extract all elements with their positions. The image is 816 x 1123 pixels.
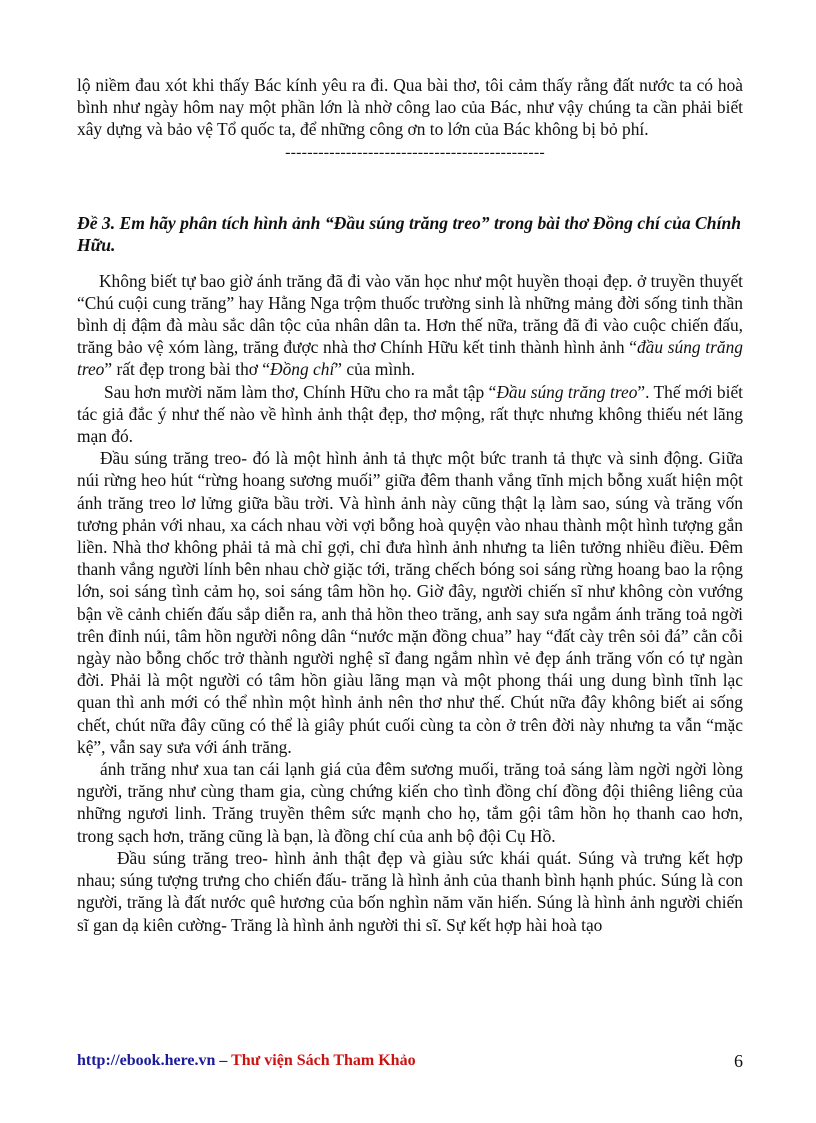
p1-text-a: Không biết tự bao giờ ánh trăng đã đi vào văn học như một huyền thoại đẹp. ở truyền thuyết “Chú cuội cung trăng” hay Hằng Nga trộm thuốc trường sinh là những mảng đời sống tinh thần bình dị đậm đà màu sắc dân tộc của nhân dân ta. Hơn thế nữa, trăng đã đi vào cuộc chiến đấu, trăng bảo vệ xóm làng, trăng được nhà thơ Chính Hữu kết tinh thành hình ảnh “ [77,270,743,358]
body-paragraph-5: Đầu súng trăng treo- hình ảnh thật đẹp và giàu sức khái quát. Súng và trưng kết hợp nhau; súng tượng trưng cho chiến đấu- trăng là hình ảnh của thanh bình hạnh phúc. Súng là con người, trăng là đất nước quê hương của bốn nghìn năm văn hiến. Súng là hình ảnh người chiến sĩ gan dạ kiên cường- Trăng là hình ảnh người thi sĩ. Sự kết hợp hài hoà tạo [77,847,743,935]
p1-emphasis-1: đầu súng trăng treo [77,337,743,380]
page-footer [77,1051,743,1071]
p2-text-b: ”. Thế mới biết tác giả đắc ý như thế nào về hình ảnh thật đẹp, thơ mộng, rất thực nhưng không thiếu nét lãng mạn đó. [77,381,743,447]
body-paragraph-3: Đầu súng trăng treo- đó là một hình ảnh tả thực một bức tranh tả thực và sinh động. Giữa núi rừng heo hút “rừng hoang sương muối” giữa đêm thanh vắng tĩnh mịch bỗng xuất hiện một ánh trăng treo lơ lửng giữa bầu trời. Và hình ảnh này cũng thật lạ làm sao, súng và trăng vốn tương phản với nhau, xa cách nhau vời vợi bỗng hoà quyện vào nhau thành một hình tượng gắn liền. Nhà thơ không phải tả mà chỉ gợi, chỉ đưa hình ảnh nhưng ta liên tưởng nhiều điều. Đêm thanh vắng người lính bên nhau chờ giặc tới, trăng chếch bóng soi sáng rừng hoang bao la rộng lớn, soi sáng tình cảm họ, soi sáng tâm hồn họ. Giờ đây, người chiến sĩ như không còn vướng bận về cảnh chiến đấu sắp diễn ra, anh thả hồn theo trăng, anh say sưa ngắm ánh trăng toả ngời trên đỉnh núi, tâm hồn người nông dân “nước mặn đồng chua” hay “đất cày trên sỏi đá” cằn cỗi ngày nào bỗng chốc trở thành người nghệ sĩ đang ngắm nhìn vẻ đẹp ánh trăng vốn có tự ngàn đời. Phải là một người có tâm hồn giàu lãng mạn và một phong thái ung dung bình tĩnh lạc quan thì anh mới có thể nhìn một hình ảnh nên thơ như thế. Chút nữa đây không biết ai sống chết, chút nữa đây cũng có thể là giây phút cuối cùng ta còn ở trên đời này nhưng ta vẫn “mặc kệ”, vẫn say sưa với ánh trăng. [77,448,743,757]
body-paragraph-1 [77,270,743,381]
section-separator: ----------------------------------------------- [285,143,545,161]
body-paragraph-4: ánh trăng như xua tan cái lạnh giá của đêm sương muối, trăng toả sáng làm ngời ngời lòng người, trăng như cùng tham gia, cùng chứng kiến cho tình đồng chí đồng đội thiêng liêng của những ngươi linh. Trăng truyền thêm sức mạnh cho họ, tắm gội tâm hồn họ thanh cao hơn, trong sạch hơn, trăng cũng là bạn, là đồng chí của anh bộ đội Cụ Hồ. [77,759,743,846]
p1-text-c: ” của mình. [334,359,415,380]
exercise-heading: Đề 3. Em hãy phân tích hình ảnh “Đầu súng trăng treo” trong bài thơ Đồng chí của Chính Hữu. [77,212,742,256]
footer-library-name: Thư viện Sách Tham Khảo [231,1052,416,1069]
p2-text-a: Sau hơn mười năm làm thơ, Chính Hữu cho ra mắt tập “ [104,381,497,402]
body-paragraph-2 [77,381,743,448]
footer-link[interactable]: http://ebook.here.vn [77,1052,216,1069]
document-page [77,74,743,936]
intro-paragraph: lộ niềm đau xót khi thấy Bác kính yêu ra đi. Qua bài thơ, tôi cảm thấy rằng đất nước ta có hoà bình như ngày hôm nay một phần lớn là nhờ công lao của Bác, như vậy chúng ta cần phải biết xây dựng và bảo vệ Tổ quốc ta, để những công ơn to lớn của Bác không bị bỏ phí. [77,75,743,140]
page-number: 6 [734,1051,743,1071]
footer-dash: – [215,1052,232,1069]
p1-text-b: ” rất đẹp trong bài thơ “ [104,359,271,380]
p2-emphasis-1: Đầu súng trăng treo [496,381,638,402]
p1-emphasis-2: Đồng chí [270,359,335,380]
